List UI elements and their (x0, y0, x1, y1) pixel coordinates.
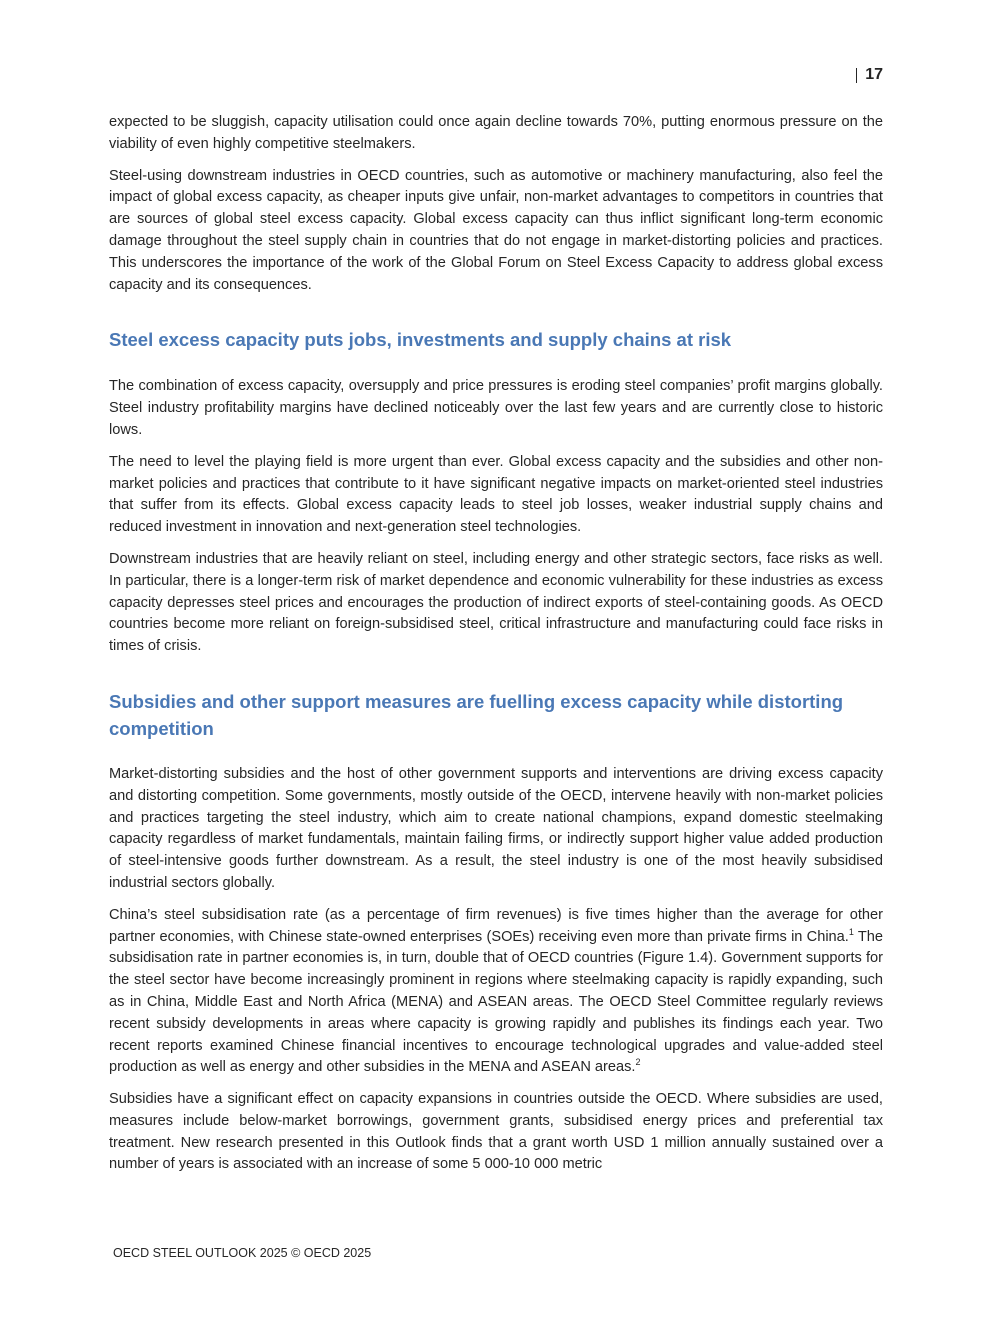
page-number-divider (856, 68, 857, 83)
page-number (856, 66, 883, 84)
text-span: China’s steel subsidisation rate (as a percentage of firm revenues) is five times higher than the average for other partner economies, with Chinese state-owned enterprises (SOEs) receiving even more than private firms in China. (109, 906, 883, 945)
section-heading-jobs-at-risk: Steel excess capacity puts jobs, investments and supply chains at risk (109, 329, 732, 351)
paragraph-market-distorting-subsidies: Market-distorting subsidies and the host of other government supports and interventions are driving excess capacity and distorting competition. Some governments, mostly outside of the OECD, intervene heavily with non-market policies and practices targeting the steel industry, which aim to create national champions, expand domestic steelmaking capacity regardless of market fundamentals, maintain failing firms, or indirectly support higher value added production of steel-intensive goods further downstream. As a result, the steel industry is one of the most heavily subsidised industrial sectors globally. (109, 765, 883, 891)
paragraph-capacity-expansions: Subsidies have a significant effect on capacity expansions in countries outside the OECD. Where subsidies are used, measures include below-market borrowings, government grants, subsidised energy prices and preferential tax treatment. New research presented in this Outlook finds that a grant worth USD 1 million annually sustained over a number of years is associated with an increase of some 5 000-10 000 metric (109, 1091, 883, 1173)
page-number-value: 17 (865, 66, 883, 83)
page-content (109, 112, 883, 1186)
footnote-ref-1[interactable]: 1 (848, 926, 854, 937)
section-heading-wrapper (109, 688, 883, 742)
page-footer: OECD STEEL OUTLOOK 2025 © OECD 2025 (113, 1246, 372, 1260)
text-span: The subsidisation rate in partner economies is, in turn, double that of OECD countries (Figure 1.4). Government supports for the steel sector have become increasingly prominent in regions where steelmaking capacity is rapidly expanding, such as in China, Middle East and North Africa (MENA) and ASEAN areas. The OECD Steel Committee regularly reviews recent subsidy developments in areas where capacity is growing rapidly and publishes its findings each year. Two recent reports examined Chinese financial incentives to encourage technological upgrades and value-added steel production as well as energy and other subsidies in the MENA and ASEAN areas. (109, 928, 883, 1076)
paragraph-intro-continuation: expected to be sluggish, capacity utilisation could once again decline towards 70%, putting enormous pressure on the viability of even highly competitive steelmakers. (109, 114, 883, 152)
footnote-ref-2[interactable]: 2 (635, 1057, 641, 1068)
paragraph-level-playing-field: The need to level the playing field is more urgent than ever. Global excess capacity and the subsidies and other non-market policies and practices that contribute to it have significant negative impacts on market-oriented steel industries that suffer from its effects. Global excess capacity leads to steel job losses, weaker industrial supply chains and reduced investment in innovation and next-generation steel technologies. (109, 453, 883, 536)
section-heading-subsidies: Subsidies and other support measures are fuelling excess capacity while distorting competition (109, 690, 844, 739)
paragraph-downstream-industries: Steel-using downstream industries in OECD countries, such as automotive or machinery manufacturing, also feel the impact of global excess capacity, as cheaper inputs give unfair, non-market advantages to competitors in countries that are sources of global steel excess capacity. Global excess capacity can thus inflict significant long-term economic damage throughout the steel supply chain in countries that do not engage in market-distorting policies and practices. This underscores the importance of the work of the Global Forum on Steel Excess Capacity to address global excess capacity and its consequences. (109, 167, 883, 293)
paragraph-profit-margins: The combination of excess capacity, oversupply and price pressures is eroding steel companies’ profit margins globally. Steel industry profitability margins have declined noticeably over the last few years and are currently close to historic lows. (109, 378, 883, 438)
paragraph-china-subsidisation-rate (109, 905, 883, 1079)
section-heading-wrapper (109, 326, 883, 353)
paragraph-downstream-risks: Downstream industries that are heavily reliant on steel, including energy and other strategic sectors, face risks as well. In particular, there is a longer-term risk of market dependence and economic vulnerability for these industries as excess capacity depresses steel prices and encourages the production of indirect exports of steel-containing goods. As OECD countries become more reliant on foreign-subsidised steel, critical infrastructure and manufacturing could face risks in times of crisis. (109, 550, 883, 655)
